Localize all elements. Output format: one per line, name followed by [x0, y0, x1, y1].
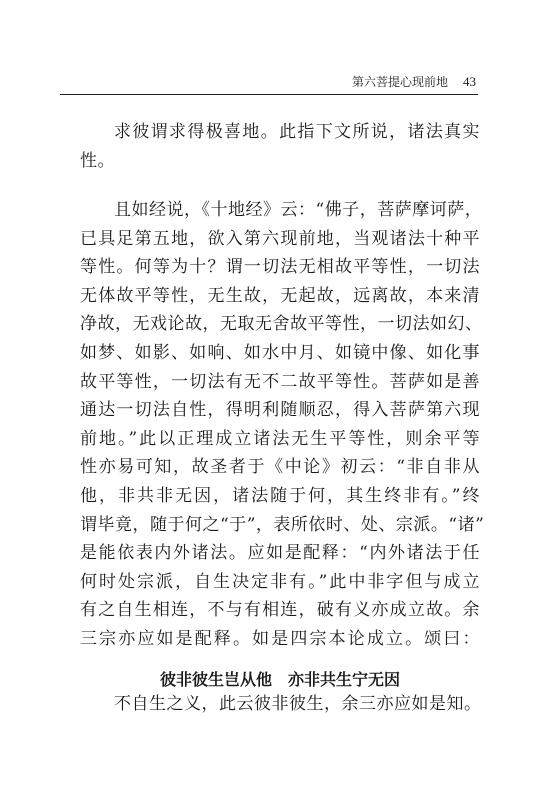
- text-line: 通达一切法自性，得明利随顺忍，得入菩萨第六现: [80, 400, 480, 421]
- text-line: 三宗亦应如是配释。如是四宗本论成立。颂曰：: [80, 628, 480, 649]
- text-line: 等性。何等为十？谓一切法无相故平等性，一切法: [80, 257, 480, 278]
- running-header: [60, 72, 478, 95]
- text-line: 谓毕竟，随于何之“于”，表所依时、处、宗派。“诸”: [80, 514, 485, 535]
- text-line: 且如经说，《十地经》云：“佛子，菩萨摩诃萨，: [114, 200, 483, 220]
- text-line: 是能依表内外诸法。应如是配释：“内外诸法于任: [80, 543, 480, 564]
- text-line: 故平等性，一切法有无不二故平等性。菩萨如是善: [80, 371, 480, 392]
- paragraph-1: [80, 118, 480, 175]
- text-line: 性。: [80, 150, 115, 171]
- text-line: 何时处宗派，自生决定非有。”此中非字但与成立: [80, 571, 480, 592]
- paragraph-3: [80, 690, 480, 719]
- text-line: 性亦易可知，故圣者于《中论》初云：“非自非从: [80, 457, 480, 478]
- text-line: 不自生之义，此云彼非彼生，余三亦应如是知。: [114, 694, 482, 714]
- text-line: 如梦、如影、如响、如水中月、如镜中像、如化事: [80, 342, 480, 363]
- verse-line: 彼非彼生岂从他 亦非共生宁无因: [159, 670, 400, 689]
- text-line: 他，非共非无因，诸法随于何，其生终非有。”终: [80, 485, 480, 506]
- page-number: 43: [463, 74, 476, 89]
- text-line: 净故，无戏论故，无取无舍故平等性，一切法如幻、: [80, 314, 483, 335]
- text-line: 前地。”此以正理成立诸法无生平等性，则余平等: [80, 428, 480, 449]
- text-line: 无体故平等性，无生故，无起故，远离故，本来清: [80, 285, 480, 306]
- paragraph-2: [80, 196, 485, 654]
- text-line: 已具足第五地，欲入第六现前地，当观诸法十种平: [80, 228, 480, 249]
- chapter-title: 第六菩提心现前地: [351, 75, 448, 89]
- text-line: 求彼谓求得极喜地。此指下文所说，诸法真实: [114, 122, 480, 142]
- text-line: 有之自生相连，不与有相连，破有义亦成立故。余: [80, 600, 480, 621]
